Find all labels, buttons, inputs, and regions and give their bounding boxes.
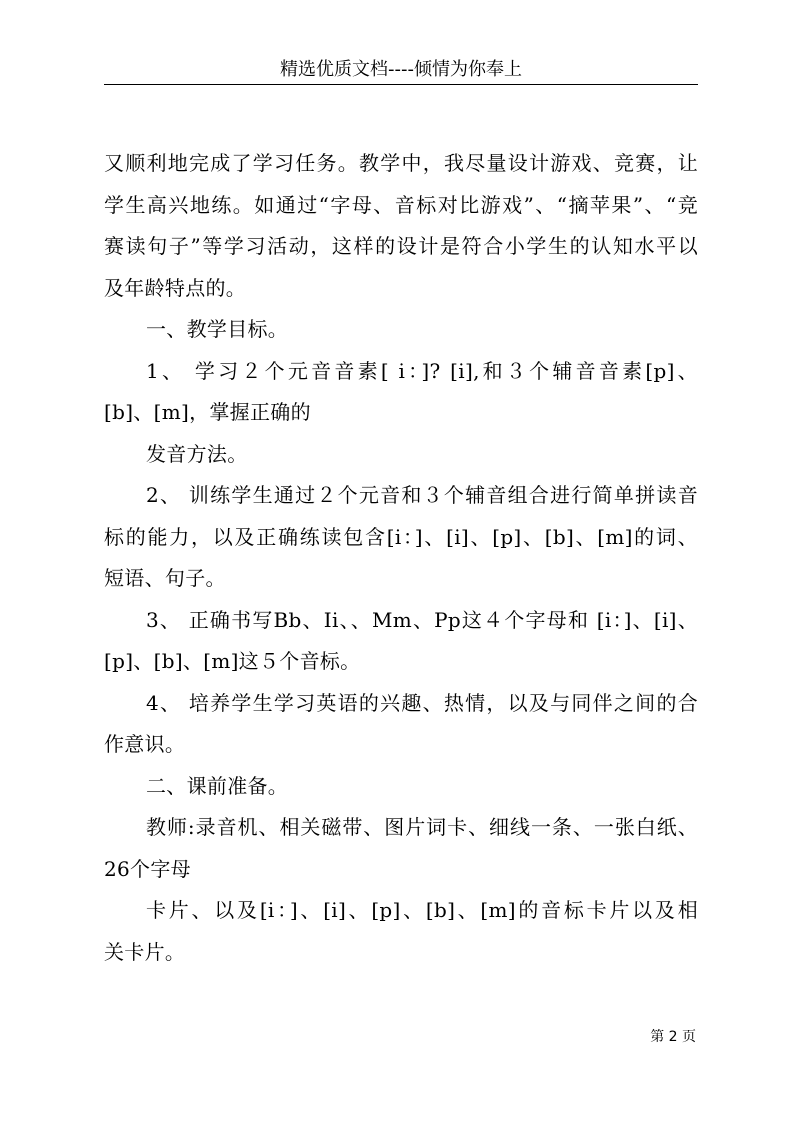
body-line: 2、 训练学生通过２个元音和３个辅音组合进行简单拼读音 [146, 483, 698, 507]
body-line: 3、 正确书写Bb、Ii、、Mm、Pp这４个字母和 [i：]、[i]、 [146, 607, 698, 632]
body-line: 标的能力，以及正确练读包含[i：]、[i]、[p]、[b]、[m]的词、 [104, 524, 698, 549]
page-number: 第 2 页 [650, 1029, 696, 1045]
body-line: 1、 学习２个元音音素[ i：]? [i],和３个辅音音素[p]、 [146, 358, 698, 383]
body-line: 4、 培养学生学习英语的兴趣、热情，以及与同伴之间的合 [146, 690, 698, 715]
body-line: 又顺利地完成了学习任务。教学中，我尽量设计游戏、竞赛，让 [104, 151, 698, 175]
body-line: 作意识。 [104, 732, 186, 756]
body-line: [p]、[b]、[m]这５个音标。 [104, 649, 361, 673]
page-header: 精选优质文档----倾情为你奉上 [280, 59, 522, 80]
section-heading: 二、课前准备。 [146, 773, 289, 798]
body-line: 关卡片。 [104, 939, 186, 964]
header-divider [104, 84, 698, 85]
body-line: 赛读句子”等学习活动，这样的设计是符合小学生的认知水平以 [104, 234, 698, 258]
body-line: 及年龄特点的。 [104, 275, 247, 300]
body-line: 发音方法。 [146, 441, 248, 466]
document-body [104, 143, 698, 973]
body-line: 短语、句子。 [104, 566, 226, 590]
body-line: 学生高兴地练。如通过“字母、音标对比游戏”、“摘苹果”、“竞 [104, 192, 698, 217]
body-line: 卡片、以及[i：]、[i]、[p]、[b]、[m]的音标卡片以及相 [146, 898, 698, 922]
body-line: [b]、[m]，掌握正确的 [104, 400, 311, 424]
section-heading: 一、教学目标。 [146, 317, 289, 341]
body-line: 教师:录音机、相关磁带、图片词卡、细线一条、一张白纸、 [146, 815, 698, 839]
body-line: 26个字母 [104, 856, 191, 881]
